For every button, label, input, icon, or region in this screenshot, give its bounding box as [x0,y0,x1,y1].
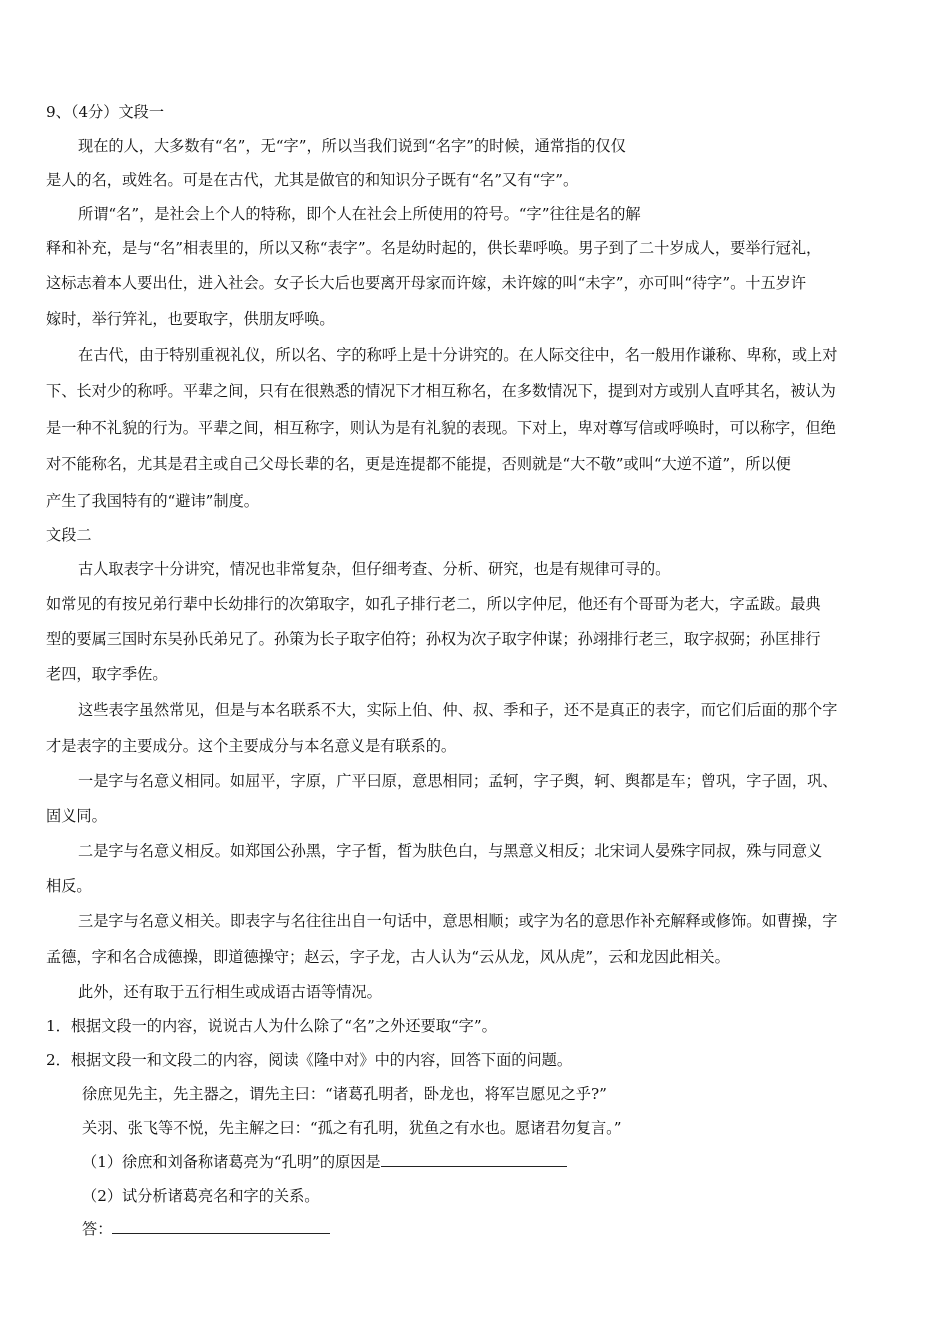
answer-blank-1[interactable] [381,1152,567,1167]
passage1-line: 是一种不礼貌的行为。平辈之间，相互称字，则认为是有礼貌的表现。下对上，卑对尊写信或呼唤时，可以称字，但绝 [46,419,836,437]
passage2-line: 才是表字的主要成分。这个主要成分与本名意义是有联系的。 [46,737,457,755]
passage2-line: 固义同。 [46,807,107,825]
answer-label: 答： [82,1220,113,1238]
sub-question-1-text: （1）徐庶和刘备称诸葛亮为“孔明”的原因是 [82,1153,381,1171]
sub-question-1 [82,1152,910,1172]
sub-question-2: （2）试分析诸葛亮名和字的关系。 [82,1187,320,1205]
passage2-line: 老四，取字季佐。 [46,665,168,683]
passage1-line: 下、长对少的称呼。平辈之间，只有在很熟悉的情况下才相互称名，在多数情况下，提到对方或别人直呼其名，被认为 [46,382,836,400]
passage2-line: 一是字与名意义相同。如屈平，字原，广平曰原，意思相同；孟轲，字子舆，轲、舆都是车；曾巩，字子固，巩、 [78,772,838,790]
answer-blank-2[interactable] [112,1219,330,1234]
passage2-line: 二是字与名意义相反。如郑国公孙黑，字子皙，皙为肤色白，与黑意义相反；北宋词人晏殊字同叔，殊与同意义 [78,842,823,860]
passage2-line: 这些表字虽然常见，但是与本名联系不大，实际上伯、仲、叔、季和子，还不是真正的表字，而它们后面的那个字 [78,701,838,719]
passage1-line: 现在的人，大多数有“名”，无“字”，所以当我们说到“名字”的时候，通常指的仅仅 [78,137,626,155]
passage1-line: 释和补充，是与“名”相表里的，所以又称“表字”。名是幼时起的，供长辈呼唤。男子到了二十岁成人，要举行冠礼， [46,239,822,257]
question-1: 1．根据文段一的内容，说说古人为什么除了“名”之外还要取“字”。 [46,1017,497,1035]
quote-line: 关羽、张飞等不悦，先主解之曰：“孤之有孔明，犹鱼之有水也。愿诸君勿复言。” [82,1119,622,1137]
passage1-line: 对不能称名，尤其是君主或自己父母长辈的名，更是连提都不能提，否则就是“大不敬”或叫“大逆不道”，所以便 [46,455,791,473]
passage1-line: 这标志着本人要出仕，进入社会。女子长大后也要离开母家而许嫁，未许嫁的叫“未字”，亦可叫“待字”。十五岁许 [46,274,807,292]
question-2: 2．根据文段一和文段二的内容，阅读《隆中对》中的内容，回答下面的问题。 [46,1051,573,1069]
passage1-line: 所谓“名”，是社会上个人的特称，即个人在社会上所使用的符号。“字”往往是名的解 [78,205,641,223]
passage2-line: 孟德，字和名合成德操，即道德操守；赵云，字子龙，古人认为“云从龙，风从虎”，云和龙因此相关。 [46,948,730,966]
passage1-line: 是人的名，或姓名。可是在古代，尤其是做官的和知识分子既有“名”又有“字”。 [46,171,579,189]
question-header: 9、（4分）文段一 [46,103,165,121]
passage2-header: 文段二 [46,526,92,544]
passage1-line: 在古代，由于特别重视礼仪，所以名、字的称呼上是十分讲究的。在人际交往中，名一般用作谦称、卑称，或上对 [78,346,838,364]
passage2-line: 相反。 [46,877,92,895]
passage2-line: 此外，还有取于五行相生或成语古语等情况。 [78,983,382,1001]
passage2-line: 三是字与名意义相关。即表字与名往往出自一句话中，意思相顺；或字为名的意思作补充解释或修饰。如曹操，字 [78,912,838,930]
passage2-line: 如常见的有按兄弟行辈中长幼排行的次第取字，如孔子排行老二，所以字仲尼，他还有个哥哥为老大，字孟跋。最典 [46,595,821,613]
answer-row [82,1219,910,1239]
quote-line: 徐庶见先主，先主器之，谓先主曰：“诸葛孔明者，卧龙也，将军岂愿见之乎?” [82,1085,607,1103]
passage1-line: 嫁时，举行笄礼，也要取字，供朋友呼唤。 [46,310,335,328]
passage1-line: 产生了我国特有的“避讳”制度。 [46,492,259,510]
passage2-line: 型的要属三国时东吴孙氏弟兄了。孙策为长子取字伯符；孙权为次子取字仲谋；孙翊排行老三，取字叔弼；孙匡排行 [46,630,821,648]
passage2-line: 古人取表字十分讲究，情况也非常复杂，但仔细考查、分析、研究，也是有规律可寻的。 [78,560,671,578]
